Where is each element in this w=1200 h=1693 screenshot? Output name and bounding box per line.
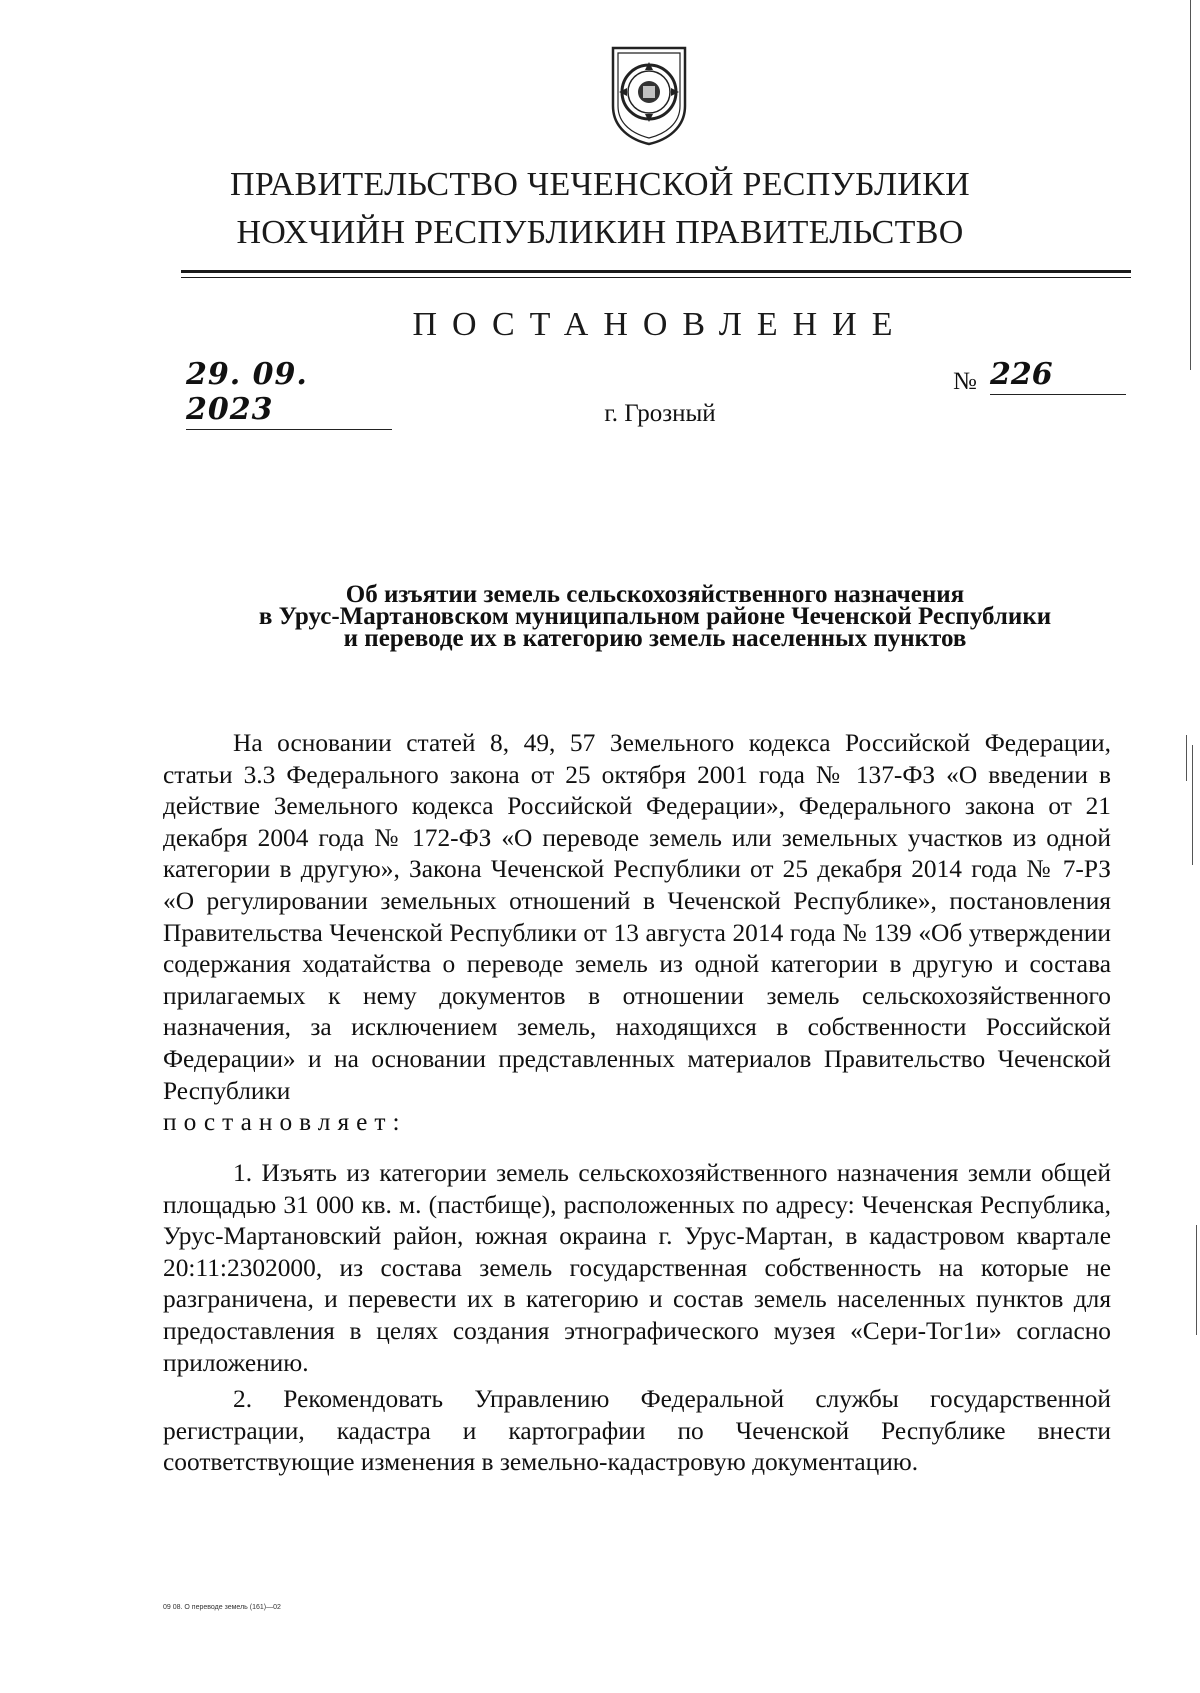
header-rule-thick — [181, 270, 1131, 273]
item-1-text: 1. Изъять из категории земель сельскохозяйственного назначения земли общей площадью 31 000 кв. м. (пастбище), расположенных по адресу: Чеченская Республика, Урус-Мартановский район, южная окраина г. Урус-Мартан, в кадастровом квартале 20:11:2302000, из состава земель государственная собственность на которые не разграничена, и перевести их в категорию и состав земель населенных пунктов для предоставления в целях создания этнографического музея «Сери-Тог1и» согласно приложению. — [163, 1159, 1111, 1377]
basis-text: На основании статей 8, 49, 57 Земельного кодекса Российской Федерации, статьи 3.3 Федерального закона от 25 октября 2001 года № 137-ФЗ «О введении в действие Земельного кодекса Российской Федерации», Федерального закона от 21 декабря 2004 года № 172-ФЗ «О переводе земель или земельных участков из одной категории в другую», Закона Чеченской Республики от 25 декабря 2014 года № 7-РЗ «О регулировании земельных отношений в Чеченской Республике», постановления Правительства Чеченской Республики от 13 августа 2014 года № 139 «Об утверждении содержания ходатайства о переводе земель из одной категории в другую и состава прилагаемых к нему документов в отношении земель сельскохозяйственного назначения, за исключением земель, находящихся в собственности Российской Федерации» и на основании представленных материалов Правительство Чеченской Республики — [163, 729, 1111, 1105]
document-number-label: № — [953, 368, 977, 395]
government-name-chechen: НОХЧИЙН РЕСПУБЛИКИН ПРАВИТЕЛЬСТВО — [236, 214, 964, 251]
resolves-word: постановляет: — [163, 1108, 407, 1137]
document-city: г. Грозный — [604, 400, 716, 427]
item-2-paragraph — [163, 1384, 1111, 1479]
government-name-russian: ПРАВИТЕЛЬСТВО ЧЕЧЕНСКОЙ РЕСПУБЛИКИ — [229, 166, 970, 203]
scan-mark — [1186, 735, 1187, 781]
coat-of-arms-icon — [607, 44, 691, 146]
title-line-2: в Урус-Мартановском муниципальном районе Чеченской Республики — [258, 603, 1052, 630]
item-1-paragraph — [163, 1158, 1111, 1379]
footer-code: 09 08. О переводе земель (161)—02 — [163, 1604, 281, 1611]
header-rule-thin — [181, 277, 1131, 278]
document-date: 29. 09. 2023 — [186, 357, 392, 430]
item-2-text: 2. Рекомендовать Управлению Федеральной службы государственной регистрации, кадастра и картографии по Чеченской Республике внести соответствующие изменения в земельно-кадастровую документацию. — [163, 1385, 1111, 1477]
document-number: 226 — [990, 357, 1126, 395]
scan-mark — [1192, 745, 1193, 865]
document-type: ПОСТАНОВЛЕНИЕ — [412, 306, 908, 343]
title-line-3: и переводе их в категорию земель населенных пунктов — [343, 625, 967, 652]
scan-mark — [1196, 1225, 1197, 1335]
basis-paragraph — [163, 728, 1111, 1139]
title-line-1: Об изъятии земель сельскохозяйственного назначения — [345, 581, 965, 608]
scan-mark — [1190, 0, 1191, 370]
document-title — [180, 581, 1130, 652]
